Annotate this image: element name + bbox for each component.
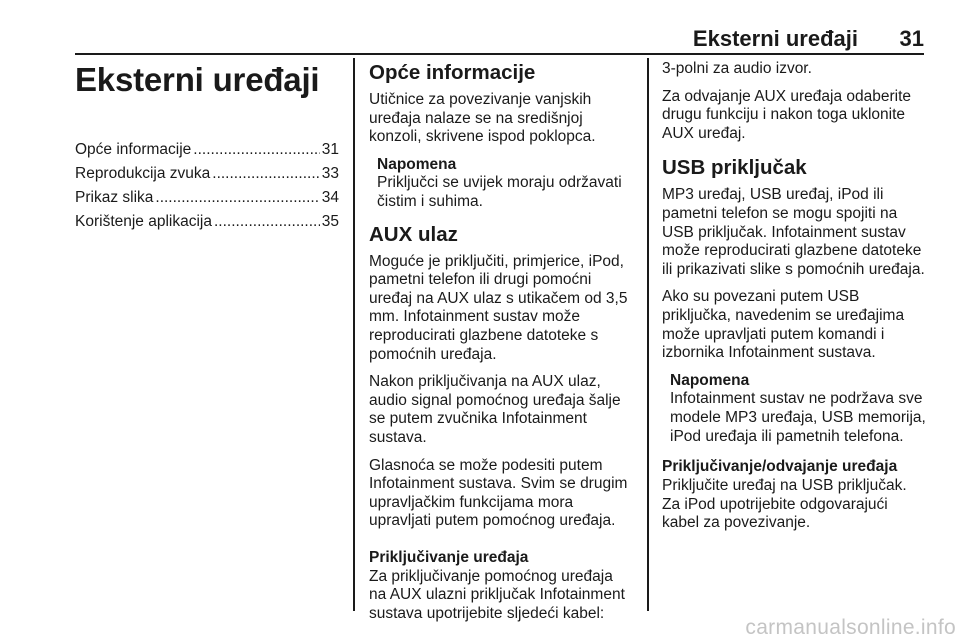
section-heading-aux: AUX ulaz [369, 222, 458, 246]
section-heading-general: Opće informacije [369, 61, 536, 84]
toc-leader-dots [212, 162, 319, 186]
usb-paragraph-2: Ako su povezani putem USB priključka, navedenim se uređajima može upravljati putem komandi i izbornika Infotainment sustava. [662, 288, 905, 362]
running-header-title: Eksterni uređaji [692, 26, 858, 51]
column-divider-right [647, 58, 649, 611]
chapter-title: Eksterni uređaji [75, 61, 320, 98]
toc-entry-label: Reprodukcija zvuka [75, 165, 211, 182]
watermark-text: carmanualsonline.info [745, 616, 956, 639]
aux-paragraph-3: Glasnoća se može podesiti putem Infotainment sustava. Svim se drugim upravljačkim funkcijama mora upravljati putem pomoćnog uređaja. [369, 456, 628, 530]
toc-leader-dots [193, 138, 319, 162]
column-divider-left [353, 58, 355, 611]
usb-paragraph-1: MP3 uređaj, USB uređaj, iPod ili pametni telefon se mogu spojiti na USB priključak. Infotainment sustav može reproducirati glazbene datoteke ili prikazivati slike s pomoćnih uređaja. [662, 186, 925, 278]
toc-entry-page: 34 [321, 189, 339, 206]
note-title: Napomena [670, 371, 750, 389]
toc-leader-dots [155, 186, 319, 210]
note-text: Infotainment sustav ne podržava sve modele MP3 uređaja, USB memorija, iPod uređaja ili pametnih telefona. [670, 390, 926, 445]
header-rule [75, 53, 924, 55]
disconnect-paragraph: Za odvajanje AUX uređaja odaberite drugu funkciju i nakon toga uklonite AUX uređaj. [662, 87, 912, 142]
toc-entry-page: 31 [321, 141, 339, 158]
section-heading-usb: USB priključak [662, 156, 807, 180]
subsection-heading-usb-connect: Priključivanje/odvajanje uređaja [662, 458, 898, 476]
connect-paragraph: Za priključivanje pomoćnog uređaja na AUX ulazni priključak Infotainment sustava upotrijebite sljedeći kabel: [369, 567, 625, 623]
note-text: Priključci se uvijek moraju održavati čistim i suhima. [377, 174, 622, 210]
toc-entry-label: Korištenje aplikacija [75, 213, 212, 230]
general-paragraph: Utičnice za povezivanje vanjskih uređaja nalaze se na središnjoj konzoli, skrivene ispod poklopca. [369, 91, 596, 146]
note-box [377, 156, 633, 212]
note-box [670, 372, 926, 446]
middle-column [369, 60, 633, 633]
page-number: 31 [899, 26, 924, 51]
usb-connect-paragraph: Priključite uređaj na USB priključak. Za iPod upotrijebite odgovarajući kabel za povezivanje. [662, 477, 907, 532]
note-title: Napomena [377, 155, 457, 173]
right-column [662, 60, 926, 542]
table-of-contents [75, 138, 339, 234]
cable-paragraph: 3-polni za audio izvor. [662, 60, 812, 77]
running-header [75, 26, 924, 50]
left-column [75, 60, 339, 234]
aux-paragraph-1: Moguće je priključiti, primjerice, iPod, pametni telefon ili drugi pomoćni uređaj na AUX ulaz s utikačem od 3,5 mm. Infotainment sustav može reproducirati glazbene datoteke s pomoćnih uređaja. [369, 252, 628, 363]
toc-entry-page: 33 [321, 165, 339, 182]
toc-entry[interactable] [75, 186, 339, 210]
toc-entry[interactable] [75, 138, 339, 162]
toc-leader-dots [214, 210, 320, 234]
aux-paragraph-2: Nakon priključivanja na AUX ulaz, audio signal pomoćnog uređaja šalje se putem zvučnika Infotainment sustava. [369, 373, 621, 446]
toc-entry-label: Prikaz slika [75, 189, 154, 206]
toc-entry-page: 35 [321, 213, 339, 230]
toc-entry[interactable] [75, 210, 339, 234]
subsection-heading-connect: Priključivanje uređaja [369, 548, 529, 566]
toc-entry-label: Opće informacije [75, 141, 192, 158]
toc-entry[interactable] [75, 162, 339, 186]
